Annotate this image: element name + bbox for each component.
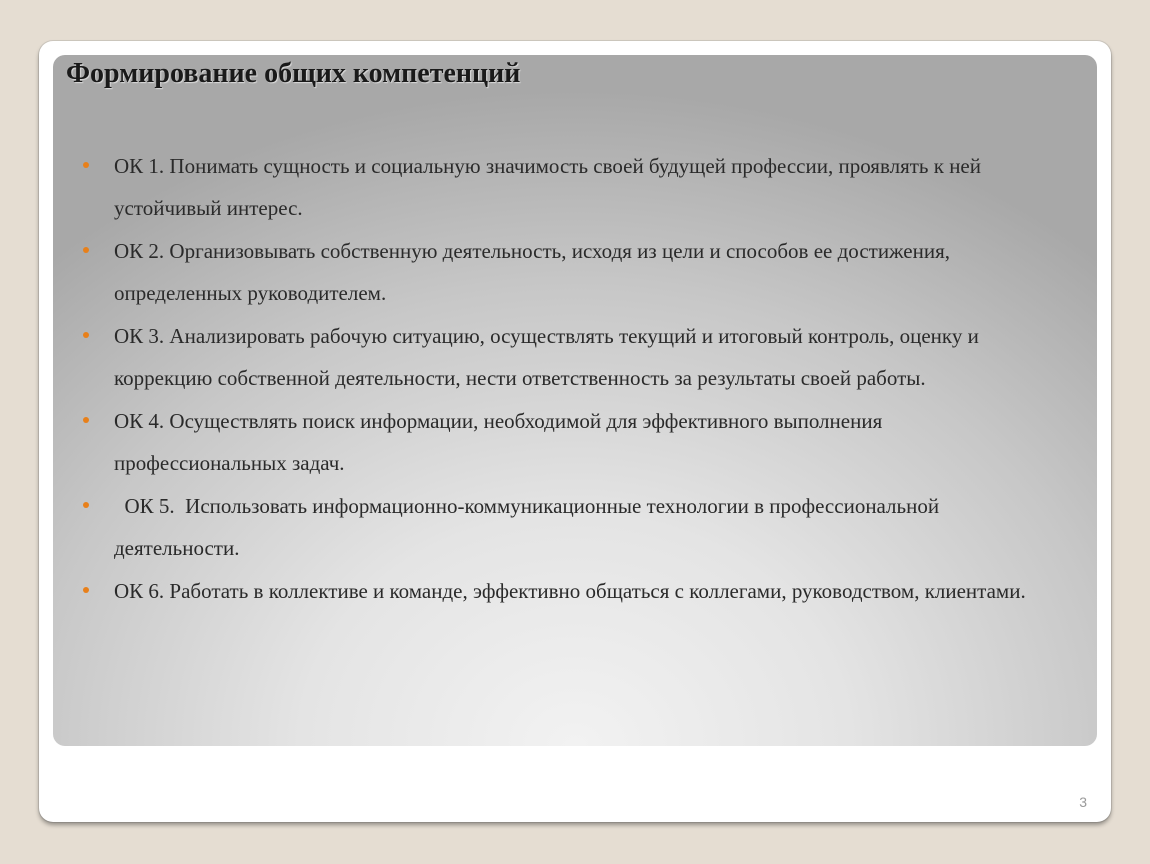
list-item-text: ОК 3. Анализировать рабочую ситуацию, осуществлять текущий и итоговый контроль, оценку и коррекцию собственной деятельности, нести ответственность за результаты своей работы.	[114, 324, 979, 390]
list-item-text: ОК 4. Осуществлять поиск информации, необходимой для эффективного выполнения профессиональных задач.	[114, 409, 883, 475]
list-item	[83, 230, 1053, 314]
bullet-icon	[83, 417, 89, 423]
bullet-icon	[83, 332, 89, 338]
bullet-icon	[83, 162, 89, 168]
content-panel	[53, 55, 1097, 746]
list-item	[83, 570, 1053, 612]
bullet-icon	[83, 502, 89, 508]
competency-list	[83, 145, 1053, 613]
list-item-text: ОК 5. Использовать информационно-коммуникационные технологии в профессиональной деятельности.	[114, 494, 945, 560]
bullet-icon	[83, 247, 89, 253]
list-item-text: ОК 6. Работать в коллективе и команде, эффективно общаться с коллегами, руководством, клиентами.	[114, 579, 1026, 603]
list-item	[83, 400, 1053, 484]
slide	[39, 41, 1111, 822]
list-item-text: ОК 1. Понимать сущность и социальную значимость своей будущей профессии, проявлять к ней устойчивый интерес.	[114, 154, 981, 220]
list-item-text: ОК 2. Организовывать собственную деятельность, исходя из цели и способов ее достижения, определенных руководителем.	[114, 239, 951, 305]
slide-title: Формирование общих компетенций	[66, 58, 521, 89]
list-item	[83, 315, 1053, 399]
list-item	[83, 485, 1053, 569]
list-item	[83, 145, 1053, 229]
bullet-icon	[83, 587, 89, 593]
page-number: 3	[1079, 794, 1087, 810]
